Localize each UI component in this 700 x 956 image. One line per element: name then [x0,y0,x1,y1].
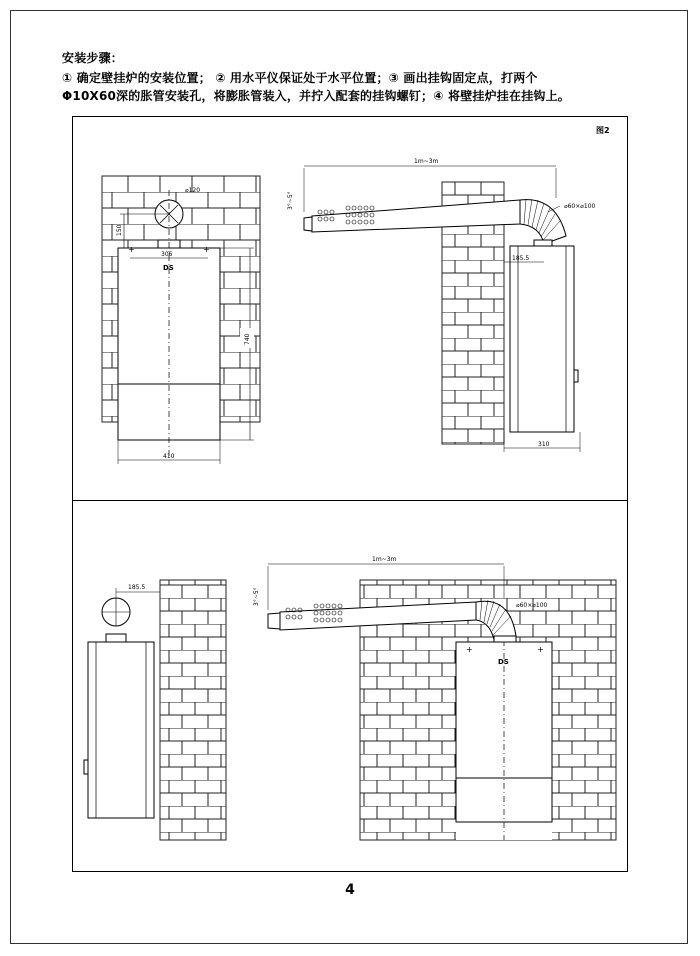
dim-306: 306 [161,251,173,258]
flue-size-label: ⌀60×⌀100 [564,203,596,210]
pipe-length-label: 1m~3m [414,158,439,165]
slope-label: 3°~5° [253,587,260,606]
bottom-side-view [84,580,226,840]
bottom-front-view [253,556,616,840]
dim-185-5: 185.5 [512,255,530,262]
pipe-length-label: 1m~3m [372,556,397,563]
svg-text:+: + [466,645,473,654]
brick-wall [160,580,226,840]
boiler-side [88,642,154,818]
dim-310: 310 [538,441,550,448]
svg-text:+: + [128,245,135,254]
boiler-logo: DS [498,658,509,666]
boiler-side [510,246,574,432]
flue-size-label: ⌀60×⌀100 [516,602,548,609]
page-number: 4 [345,882,355,898]
flue-diameter-label: ⌀120 [185,187,201,194]
dim-410: 410 [163,453,175,460]
svg-text:+: + [537,645,544,654]
dim-185-5: 185.5 [128,584,146,591]
steps-heading: 安装步骤： [62,51,124,65]
steps-line-1: ① 确定壁挂炉的安装位置； ② 用水平仪保证处于水平位置；③ 画出挂钩固定点，打两个 [62,71,538,85]
steps-line-2: Φ10X60深的胀管安装孔，将膨胀管装入，并拧入配套的挂钩螺钉；④ 将壁挂炉挂在挂钩上。 [62,89,570,103]
top-side-view [287,158,596,452]
slope-label: 3°~5° [287,191,294,210]
svg-text:+: + [203,245,210,254]
top-front-view [102,176,260,464]
dim-740: 740 [244,333,251,345]
dim-150: 150 [116,224,123,236]
figure-label: 图2 [596,126,610,135]
boiler-logo: DS [163,264,174,272]
